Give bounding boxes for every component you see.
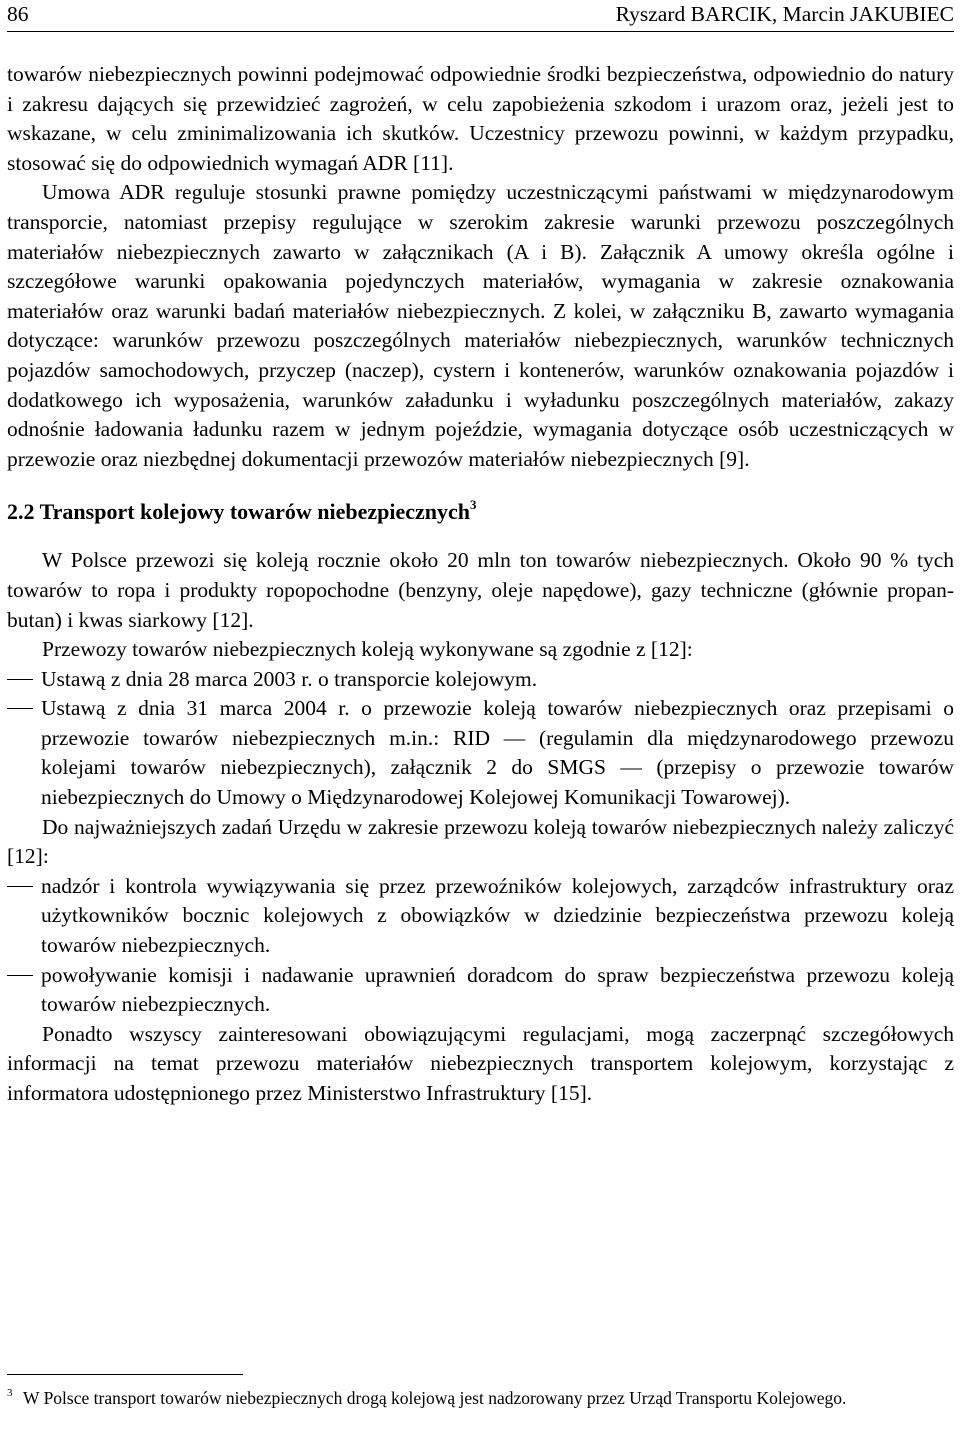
list-item-text: powoływanie komisji i nadawanie uprawnień doradcom do spraw bezpieczeństwa przewozu koleją towarów niebezpiecznych. bbox=[41, 962, 954, 1017]
document-page bbox=[7, 0, 954, 1440]
paragraph-6: Ponadto wszyscy zainteresowani obowiązującymi regulacjami, mogą zaczerpnąć szczegółowych informacji na temat przewozu materiałów niebezpiecznych transportem kolejowym, korzystając z informatora udostępnionego przez Ministerstwo Infrastruktury [15]. bbox=[7, 1021, 954, 1105]
dash-bullet bbox=[7, 679, 33, 680]
footnote bbox=[7, 1386, 954, 1410]
list-item-text: Ustawą z dnia 28 marca 2003 r. o transporcie kolejowym. bbox=[41, 666, 538, 691]
list-item bbox=[7, 694, 954, 812]
heading-footnote-ref: 3 bbox=[469, 497, 477, 513]
header-authors: Ryszard BARCIK, Marcin JAKUBIEC bbox=[615, 2, 954, 26]
paragraph-1: towarów niebezpiecznych powinni podejmować odpowiednie środki bezpieczeństwa, odpowiednio do natury i zakresu dających się przewidzieć zagrożeń, w celu zapobieżenia szkodom i urazom oraz, jeżeli jest to wskazane, w celu zminimalizowania ich skutków. Uczestnicy przewozu powinni, w każdym przypadku, stosować się do odpowiednich wymagań ADR [11]. bbox=[7, 62, 954, 175]
legal-basis-list bbox=[7, 665, 954, 813]
section-heading bbox=[7, 490, 954, 534]
paragraph-3: W Polsce przewozi się koleją rocznie około 20 mln ton towarów niebezpiecznych. Około 90 % tych towarów to ropa i produkty ropopochodne (benzyny, oleje napędowe), gazy techniczne (głównie propan-butan) i kwas siarkowy [12]. bbox=[7, 548, 954, 632]
list-item-text: nadzór i kontrola wywiązywania się przez przewoźników kolejowych, zarządców infrastruktury oraz użytkowników bocznic kolejowych z obowiązków w dziedzinie bezpieczeństwa przewozu koleją towarów niebezpiecznych. bbox=[41, 873, 954, 958]
dash-bullet bbox=[7, 708, 33, 709]
footnote-separator bbox=[7, 1374, 243, 1375]
list-item bbox=[7, 961, 954, 1020]
footnote-text: W Polsce transport towarów niebezpiecznych drogą kolejową jest nadzorowany przez Urząd Transportu Kolejowego. bbox=[23, 1388, 847, 1408]
list-item bbox=[7, 872, 954, 961]
dash-bullet bbox=[7, 975, 33, 976]
list-item-text: Ustawą z dnia 31 marca 2004 r. o przewozie koleją towarów niebezpiecznych oraz przepisami o przewozie towarów niebezpiecznych m.in.: RID — (regulamin dla międzynarodowego przewozu kolejami towarów niebezpiecznych), załącznik 2 do SMGS — (przepisy o przewozie towarów niebezpiecznych do Umowy o Międzynarodowej Kolejowej Komunikacji Towarowej). bbox=[41, 696, 954, 810]
section-heading-text: 2.2 Transport kolejowy towarów niebezpiecznych bbox=[7, 499, 470, 525]
page-number: 86 bbox=[7, 2, 29, 26]
footnote-number: 3 bbox=[7, 1387, 13, 1399]
paragraph-2: Umowa ADR reguluje stosunki prawne pomiędzy uczestniczącymi państwami w międzynarodowym transporcie, natomiast przepisy regulujące w szerokim zakresie warunki przewozu poszczególnych materiałów niebezpiecznych zawarto w załącznikach (A i B). Załącznik A umowy określa ogólne i szczegółowe warunki opakowania pojedynczych materiałów, wymagania w zakresie oznakowania materiałów oraz warunki badań materiałów niebezpiecznych. Z kolei, w załączniku B, zawarto wymagania dotyczące: warunków przewozu poszczególnych materiałów niebezpiecznych, warunków technicznych pojazdów samochodowych, przyczep (naczep), cystern i kontenerów, warunków oznakowania pojazdów i dodatkowego ich wyposażenia, warunków załadunku i wyładunku poszczególnych materiałów, zakazy odnośnie ładowania ładunku razem w jednym pojeździe, wymagania dotyczące osób uczestniczących w przewozie oraz niezbędnej dokumentacji przewozów materiałów niebezpiecznych [9]. bbox=[7, 180, 954, 471]
tasks-list bbox=[7, 872, 954, 1020]
running-header bbox=[7, 0, 954, 32]
paragraph-4: Przewozy towarów niebezpiecznych koleją wykonywane są zgodnie z [12]: bbox=[42, 637, 693, 662]
paragraph-5: Do najważniejszych zadań Urzędu w zakresie przewozu koleją towarów niebezpiecznych należy zaliczyć [12]: bbox=[7, 814, 954, 869]
dash-bullet bbox=[7, 886, 33, 887]
page-body bbox=[7, 60, 954, 1109]
list-item bbox=[7, 665, 954, 695]
